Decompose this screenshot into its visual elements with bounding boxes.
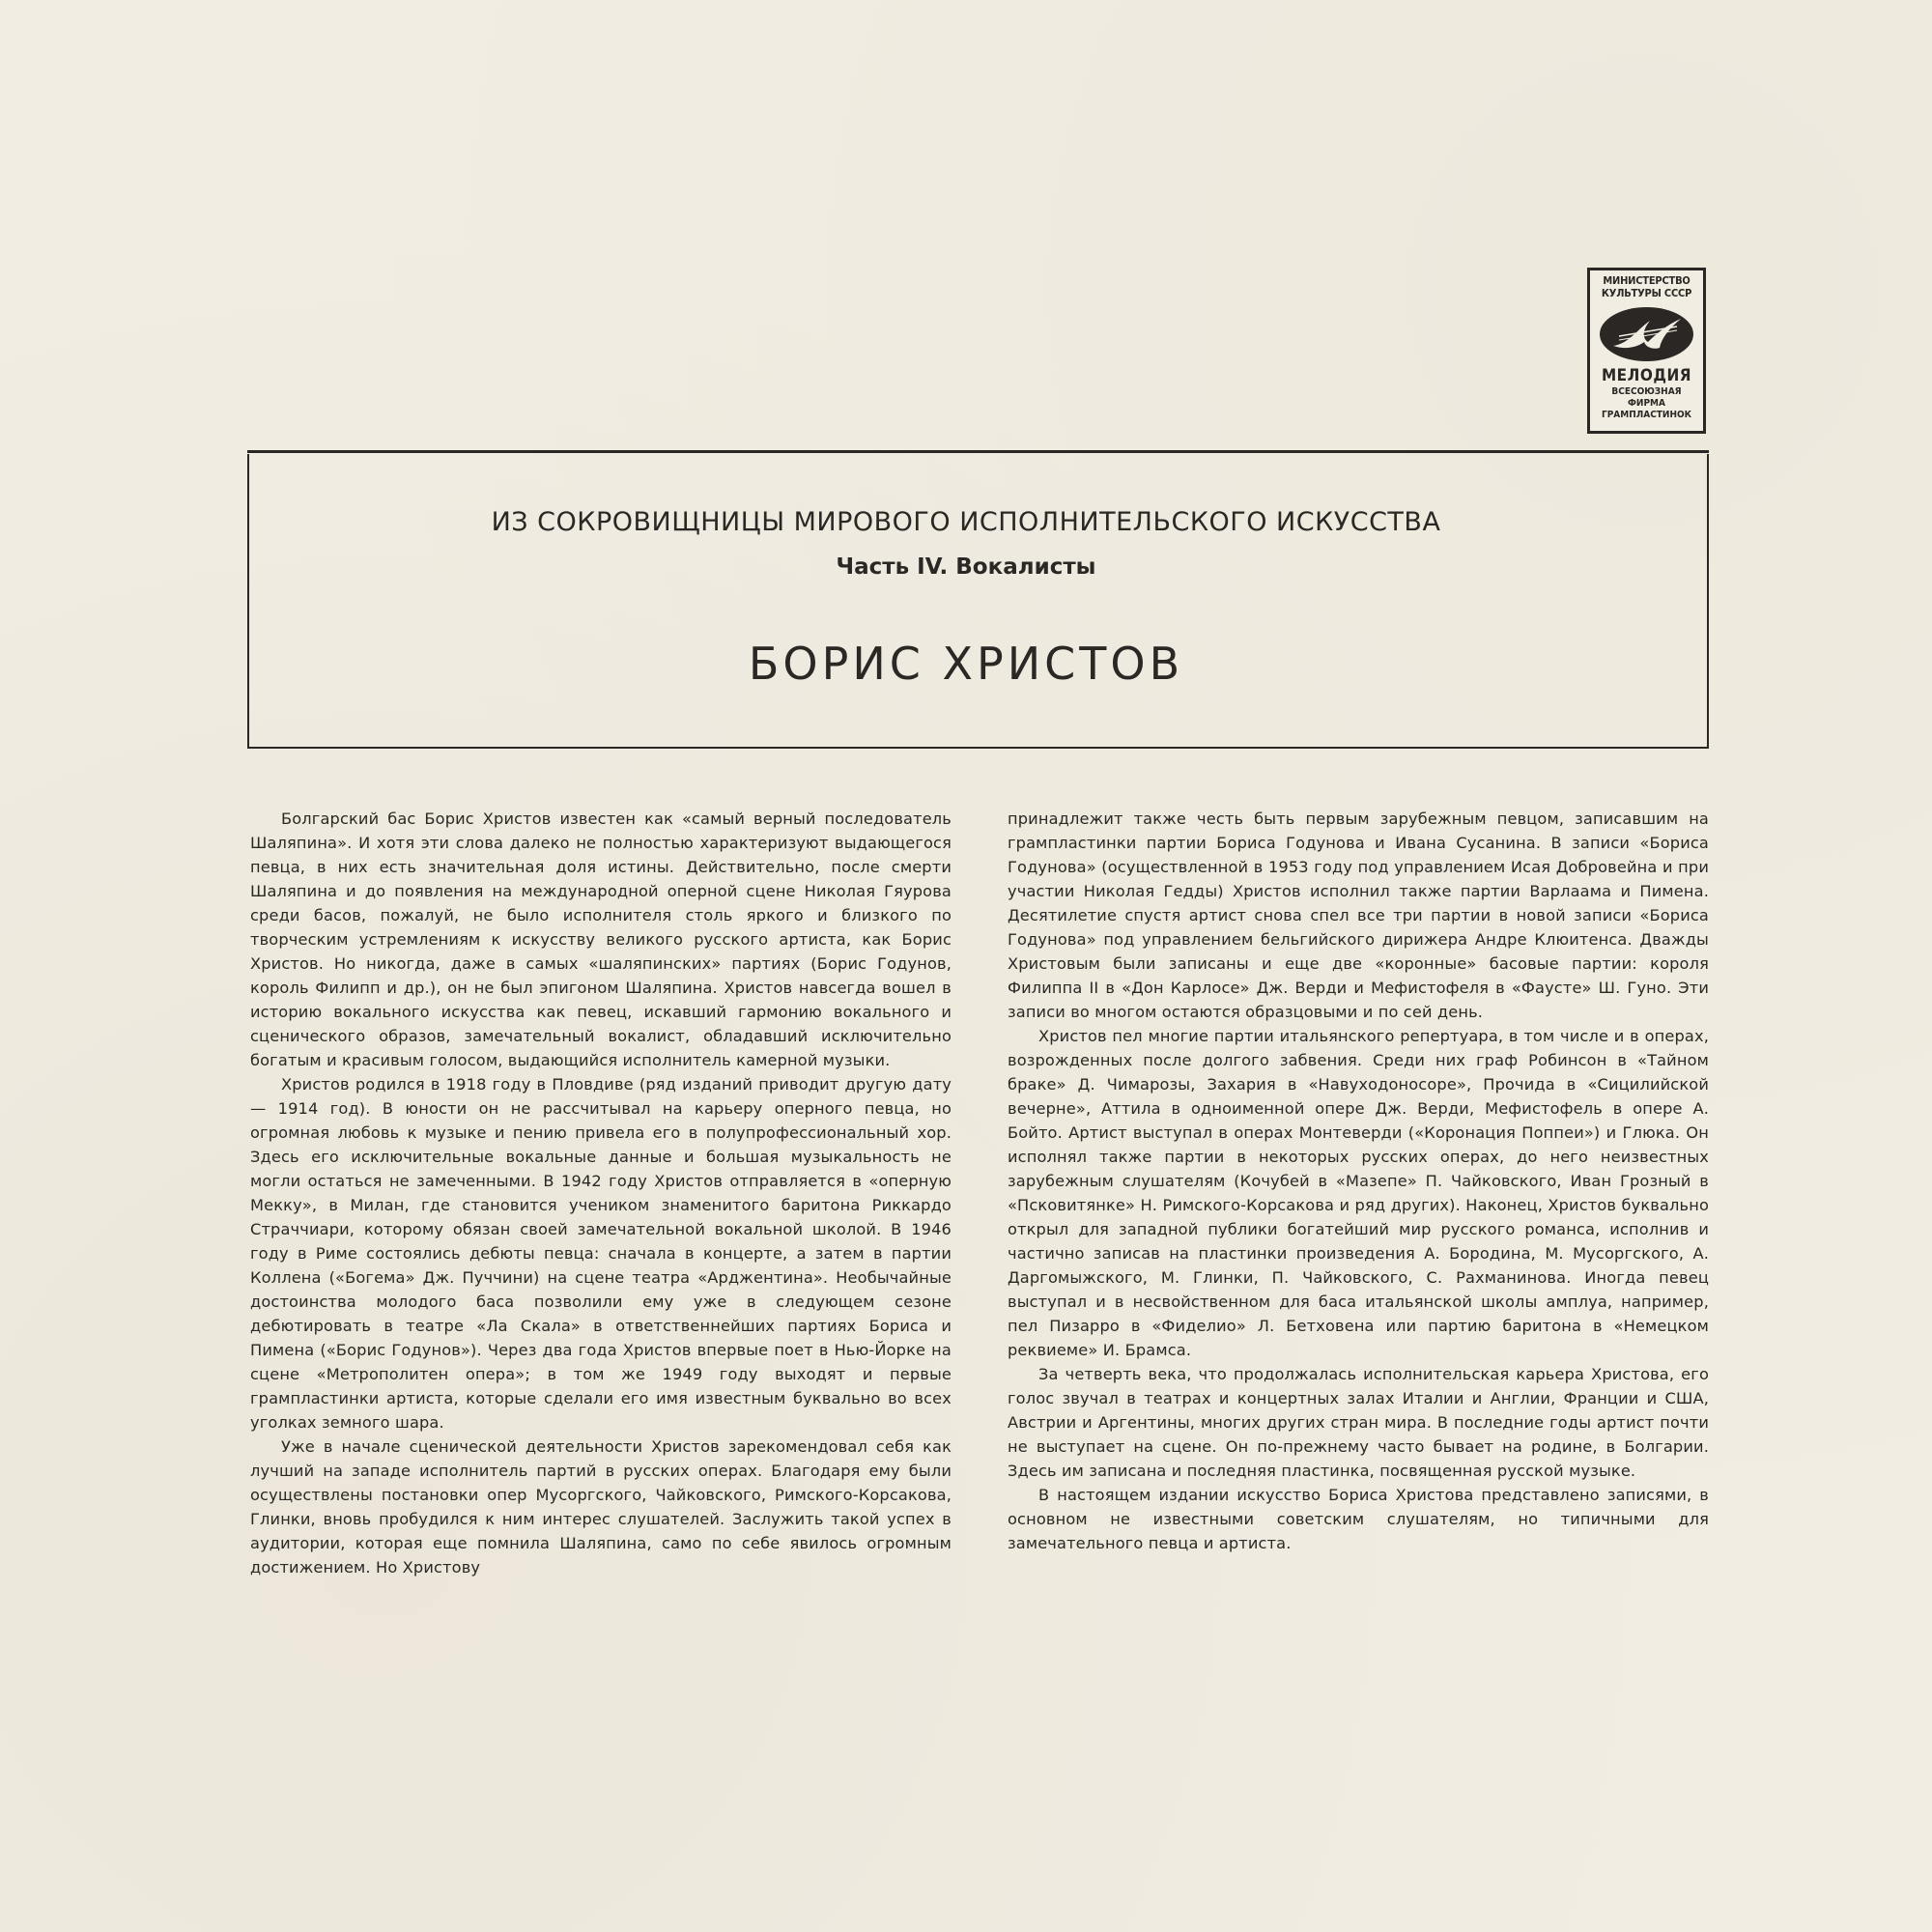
series-title: ИЗ СОКРОВИЩНИЦЫ МИРОВОГО ИСПОЛНИТЕЛЬСКОГО ИСКУССТВА bbox=[491, 507, 1441, 537]
logo-company-line1: ВСЕСОЮЗНАЯ bbox=[1611, 386, 1682, 397]
paragraph: Христов родился в 1918 году в Пловдиве (ряд изданий приводит другую дату — 1914 год). В юности он не рассчитывал на карьеру оперного певца, но огромная любовь к музыке и пению привела его в полупрофессиональный хор. Здесь его исключительные вокальные данные и большая музыкальность не могли остаться не замеченными. В 1942 году Христов отправляется в «оперную Мекку», в Милан, где становится учеником знаменитого баритона Риккардо Страччиари, которому обязан своей замечательной вокальной школой. В 1946 году в Риме состоялись дебюты певца: сначала в концерте, а затем в партии Коллена («Богема» Дж. Пуччини) на сцене театра «Арджентина». Необычайные достоинства молодого баса позволили ему уже в следующем сезоне дебютировать в театре «Ла Скала» в ответственнейших партиях Бориса и Пимена («Борис Годунов»). Через два года Христов впервые поет в Нью-Йорке на сцене «Метрополитен опера»; в том же 1949 году выходят и первые грампластинки артиста, которые сделали его имя известным буквально во всех уголках земного шара. bbox=[250, 1075, 952, 1432]
logo-company-line2: ФИРМА bbox=[1628, 398, 1665, 409]
logo-company-text bbox=[1590, 386, 1703, 421]
text-column-left bbox=[250, 807, 952, 1579]
artist-name: БОРИС ХРИСТОВ bbox=[748, 638, 1184, 690]
paragraph: Болгарский бас Борис Христов известен как «самый верный последователь Шаляпина». И хотя эти слова далеко не полностью характеризуют выдающегося певца, в них есть значительная доля истины. Действительно, после смерти Шаляпина и до появления на международной оперной сцене Николая Гяурова среди басов, пожалуй, не было исполнителя столь яркого и близкого по творческим устремлениям к искусству великого русского артиста, как Борис Христов. Но никогда, даже в самых «шаляпинских» партиях (Борис Годунов, король Филипп и др.), он не был эпигоном Шаляпина. Христов навсегда вошел в историю вокального искусства как певец, искавший гармонию вокального и сценического образов, замечательный вокалист, обладавший исключительно богатым и красивым голосом, выдающийся исполнитель камерной музыки. bbox=[250, 810, 952, 1069]
part-title: Часть IV. Вокалисты bbox=[836, 554, 1096, 580]
header-top-rule bbox=[247, 450, 1709, 453]
melodiya-logo bbox=[1587, 268, 1706, 434]
logo-ministry-line1: МИНИСТЕРСТВО bbox=[1603, 274, 1690, 287]
text-column-right bbox=[1008, 807, 1709, 1555]
paragraph: В настоящем издании искусство Бориса Христова представлено записями, в основном не известными советским слушателям, но типичными для замечательного певца и артиста. bbox=[1008, 1486, 1709, 1552]
title-frame bbox=[247, 454, 1709, 749]
paragraph: Уже в начале сценической деятельности Христов зарекомендовал себя как лучший на западе исполнитель партий в русских операх. Благодаря ему были осуществлены постановки опер Мусоргского, Чайковского, Римского-Корсакова, Глинки, вновь пробудился к ним интерес слушателей. Заслужить такой успех в аудитории, которая еще помнила Шаляпина, само по себе явилось огромным достижением. Но Христову bbox=[250, 1437, 952, 1577]
logo-ministry-line2: КУЛЬТУРЫ СССР bbox=[1601, 287, 1692, 299]
paragraph: За четверть века, что продолжалась исполнительская карьера Христова, его голос звучал в театрах и концертных залах Италии и Англии, Франции и США, Австрии и Аргентины, многих других стран мира. В последние годы артист почти не выступает на сцене. Он по-прежнему часто бывает на родине, в Болгарии. Здесь им записана и последняя пластинка, посвященная русской музыке. bbox=[1008, 1365, 1709, 1480]
paragraph: Христов пел многие партии итальянского репертуара, в том числе и в операх, возрожденных после долгого забвения. Среди них граф Робинсон в «Тайном браке» Д. Чимарозы, Захария в «Навуходоносоре», Прочида в «Сицилийской вечерне», Аттила в одноименной опере Дж. Верди, Мефистофель в опере А. Бойто. Артист выступал в операх Монтеверди («Коронация Поппеи») и Глюка. Он исполнял также партии в некоторых русских операх, до него неизвестных зарубежным слушателям (Кочубей в «Мазепе» П. Чайковского, Иван Грозный в «Псковитянке» Н. Римского-Корсакова и ряд других). Наконец, Христов буквально открыл для западной публики богатейший мир русского романса, исполнив и частично записав на пластинки произведения А. Бородина, М. Мусоргского, А. Даргомыжского, М. Глинки, П. Чайковского, С. Рахманинова. Иногда певец выступал и в несвойственном для баса итальянской школы амплуа, например, пел Пизарро в «Фиделио» Л. Бетховена или партию баритона в «Немецком реквиеме» И. Брамса. bbox=[1008, 1027, 1709, 1359]
paragraph: принадлежит также честь быть первым зарубежным певцом, записавшим на грампластинки партии Бориса Годунова и Ивана Сусанина. В записи «Бориса Годунова» (осуществленной в 1953 году под управлением Исая Добровейна и при участии Николая Гедды) Христов исполнил также партии Варлаама и Пимена. Десятилетие спустя артист снова спел все три партии в новой записи «Бориса Годунова» под управлением бельгийского дирижера Андре Клюитенса. Дважды Христовым были записаны и еще две «коронные» басовые партии: короля Филиппа II в «Дон Карлосе» Дж. Верди и Мефистофеля в «Фаусте» Ш. Гуно. Эти записи во многом остаются образцовыми и по сей день. bbox=[1008, 810, 1709, 1021]
melodiya-emblem-icon bbox=[1600, 307, 1693, 361]
logo-ministry-text bbox=[1590, 274, 1703, 299]
logo-brand-name: МЕЛОДИЯ bbox=[1601, 366, 1692, 385]
logo-company-line3: ГРАМПЛАСТИНОК bbox=[1601, 410, 1691, 420]
